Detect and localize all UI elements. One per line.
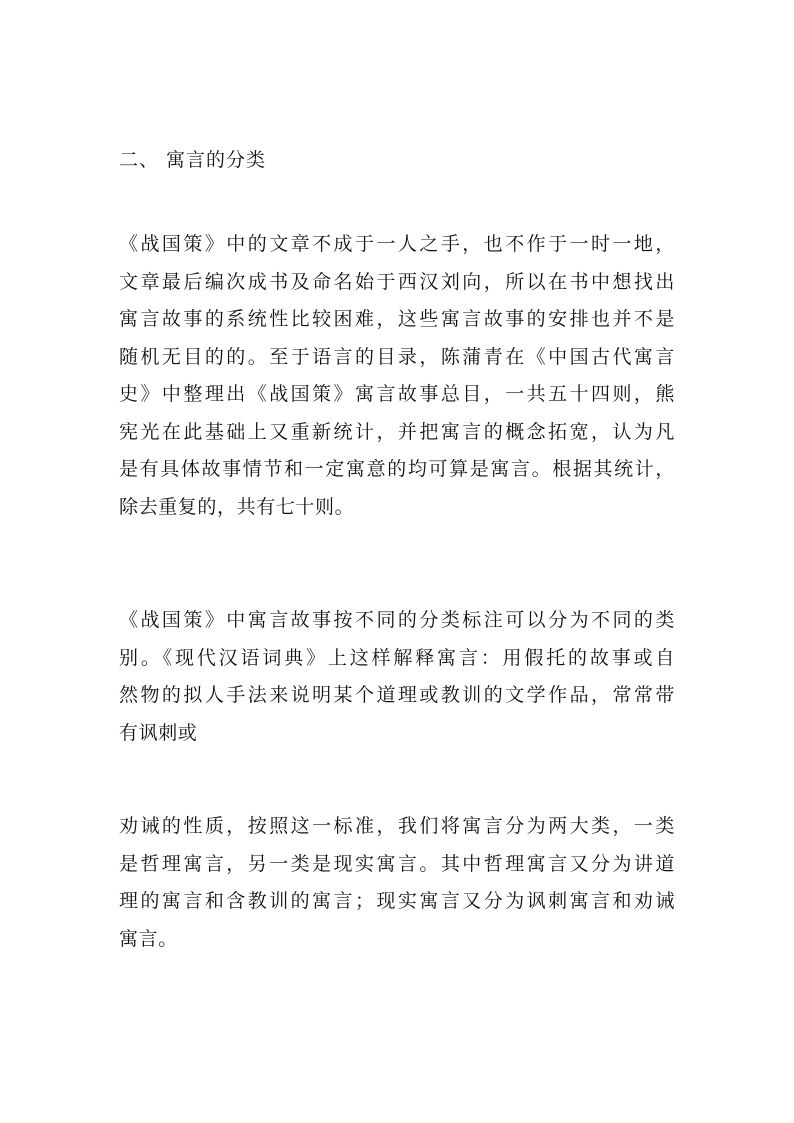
paragraph-line: 是哲理寓言，另一类是现实寓言。其中哲理寓言又分为讲道 [119,852,675,875]
paragraph-line: 宪光在此基础上又重新统计，并把寓言的概念拓宽，认为凡 [119,420,675,443]
paragraph-line: 劝诫的性质，按照这一标准，我们将寓言分为两大类，一类 [119,815,675,837]
paragraph-1 [119,226,675,526]
paragraph-line: 别。《现代汉语词典》上这样解释寓言：用假托的故事或自 [119,646,675,669]
paragraph-line: 理的寓言和含教训的寓言；现实寓言又分为讽刺寓言和劝诫 [119,890,675,912]
paragraph-line: 是有具体故事情节和一定寓意的均可算是寓言。根据其统计， [119,458,675,480]
paragraph-line: 史》中整理出《战国策》寓言故事总目，一共五十四则，熊 [119,383,675,405]
paragraph-line: 寓言故事的系统性比较困难，这些寓言故事的安排也并不是 [119,308,675,330]
paragraph-3 [119,808,675,958]
paragraph-line: 除去重复的，共有七十则。 [119,495,355,518]
paragraph-2 [119,602,675,752]
paragraph-line: 文章最后编次成书及命名始于西汉刘向，所以在书中想找出 [119,270,675,293]
paragraph-line: 有讽刺或 [119,721,198,744]
section-heading: 二、 寓言的分类 [119,149,267,171]
paragraph-line: 随机无目的的。至于语言的目录，陈蒲青在《中国古代寓言 [119,345,675,368]
paragraph-line: 《战国策》中的文章不成于一人之手，也不作于一时一地， [119,233,675,255]
paragraph-line: 然物的拟人手法来说明某个道理或教训的文学作品，常常带 [119,684,675,706]
paragraph-line: 寓言。 [119,927,178,950]
paragraph-line: 《战国策》中寓言故事按不同的分类标注可以分为不同的类 [119,609,675,631]
